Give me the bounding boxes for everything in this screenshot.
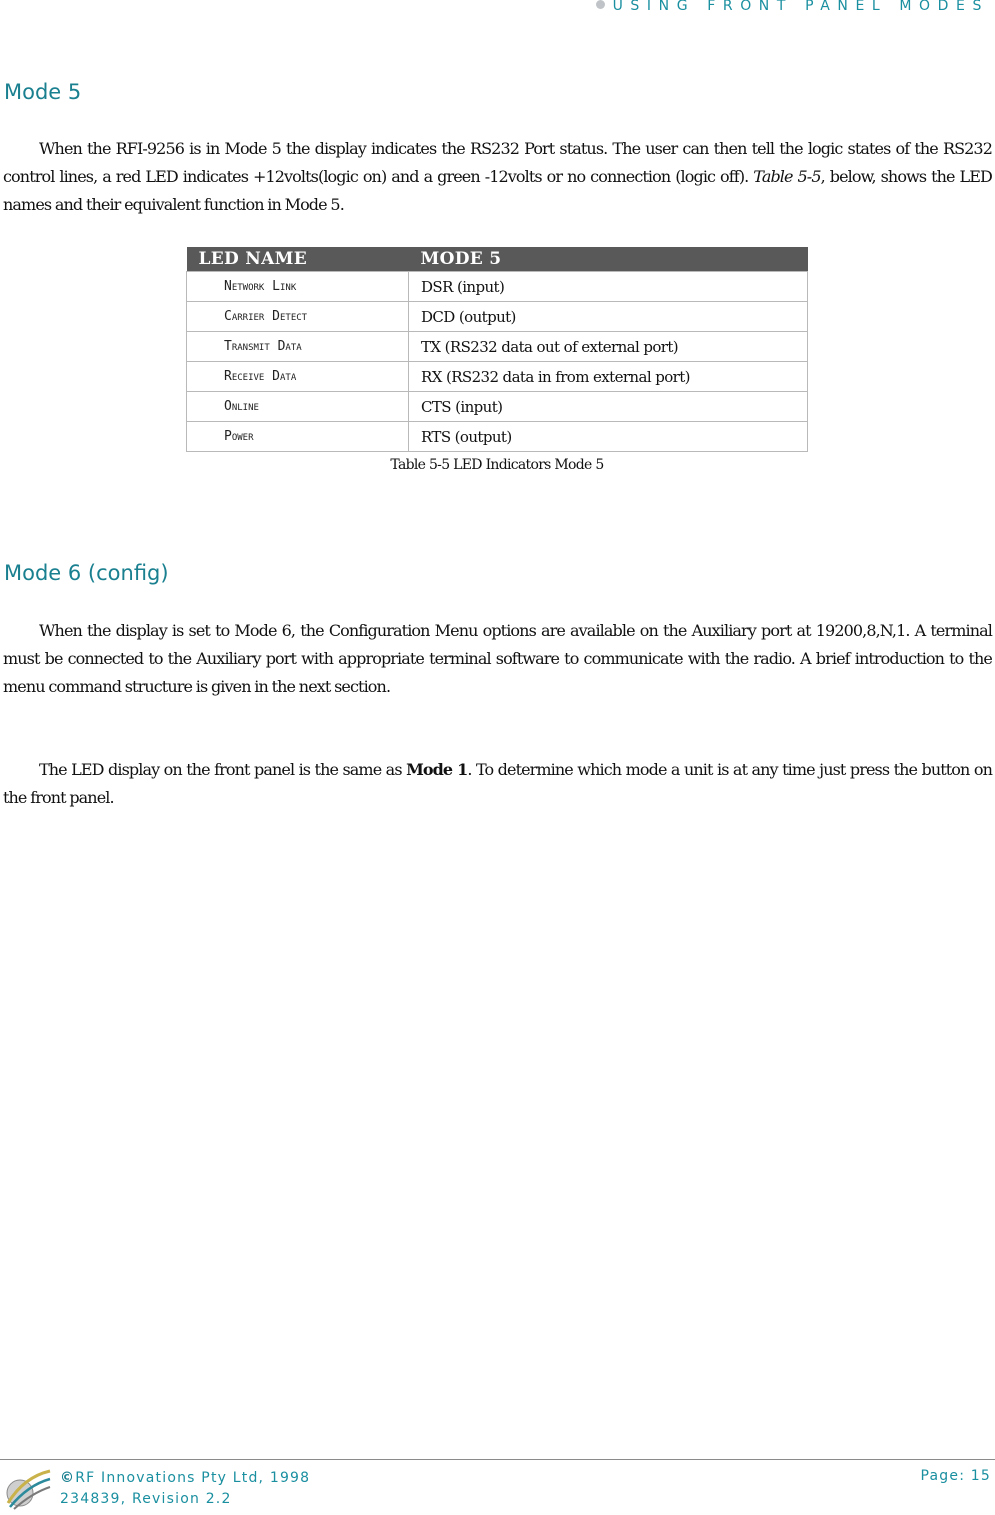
bullet-icon bbox=[596, 0, 605, 9]
led-name-cell: Online bbox=[187, 392, 409, 422]
mode1-reference: Mode 1 bbox=[406, 760, 468, 779]
copyright-symbol: © bbox=[60, 1470, 76, 1486]
mode6-paragraph-2: The LED display on the front panel is the same as Mode 1. To determine which mode a unit is at any time just press the button on the front panel. bbox=[3, 760, 992, 807]
led-table bbox=[186, 247, 808, 452]
table-row bbox=[187, 422, 808, 452]
column-header-mode-5: MODE 5 bbox=[409, 247, 808, 272]
table-caption: Table 5-5 LED Indicators Mode 5 bbox=[390, 457, 604, 473]
table-row bbox=[187, 302, 808, 332]
led-name-cell: Power bbox=[187, 422, 409, 452]
led-name-cell: Receive Data bbox=[187, 362, 409, 392]
column-header-led-name: LED NAME bbox=[187, 247, 409, 272]
company-logo-icon bbox=[4, 1463, 52, 1511]
page-number: Page: 15 bbox=[920, 1468, 991, 1484]
mode-cell: RTS (output) bbox=[409, 422, 808, 452]
running-title: USING FRONT PANEL MODES bbox=[612, 0, 989, 14]
table-row bbox=[187, 362, 808, 392]
led-name-cell: Transmit Data bbox=[187, 332, 409, 362]
table-row bbox=[187, 392, 808, 422]
mode-cell: RX (RS232 data in from external port) bbox=[409, 362, 808, 392]
table-header-row bbox=[187, 247, 808, 272]
mode-cell: DSR (input) bbox=[409, 272, 808, 302]
mode-cell: DCD (output) bbox=[409, 302, 808, 332]
table-row bbox=[187, 272, 808, 302]
footer-left bbox=[60, 1468, 310, 1510]
mode-cell: CTS (input) bbox=[409, 392, 808, 422]
footer-company: RF Innovations Pty Ltd, 1998 bbox=[75, 1470, 311, 1486]
led-name-cell: Network Link bbox=[187, 272, 409, 302]
footer-doc-number: 234839, Revision 2.2 bbox=[60, 1491, 232, 1507]
mode6-heading: Mode 6 (config) bbox=[4, 561, 169, 585]
running-header bbox=[596, 0, 989, 14]
table-row bbox=[187, 332, 808, 362]
footer-copyright-line bbox=[60, 1468, 310, 1489]
footer-divider bbox=[0, 1459, 995, 1460]
mode5-paragraph: When the RFI-9256 is in Mode 5 the display indicates the RS232 Port status. The user can then tell the logic states of the RS232 control lines, a red LED indicates +12volts(logic on) and a green -12volts or no connection (logic off). Table 5-5, below, shows the LED names and their equivalent function in Mode 5. bbox=[3, 139, 992, 214]
mode6-paragraph-1: When the display is set to Mode 6, the Configuration Menu options are available on the Auxiliary port at 19200,8,N,1. A terminal must be connected to the Auxiliary port with appropriate terminal software to communicate with the radio. A brief introduction to the menu command structure is given in the next section. bbox=[3, 621, 992, 696]
table-reference: Table 5-5 bbox=[753, 167, 821, 186]
mode5-heading: Mode 5 bbox=[4, 80, 82, 104]
mode-cell: TX (RS232 data out of external port) bbox=[409, 332, 808, 362]
led-name-cell: Carrier Detect bbox=[187, 302, 409, 332]
